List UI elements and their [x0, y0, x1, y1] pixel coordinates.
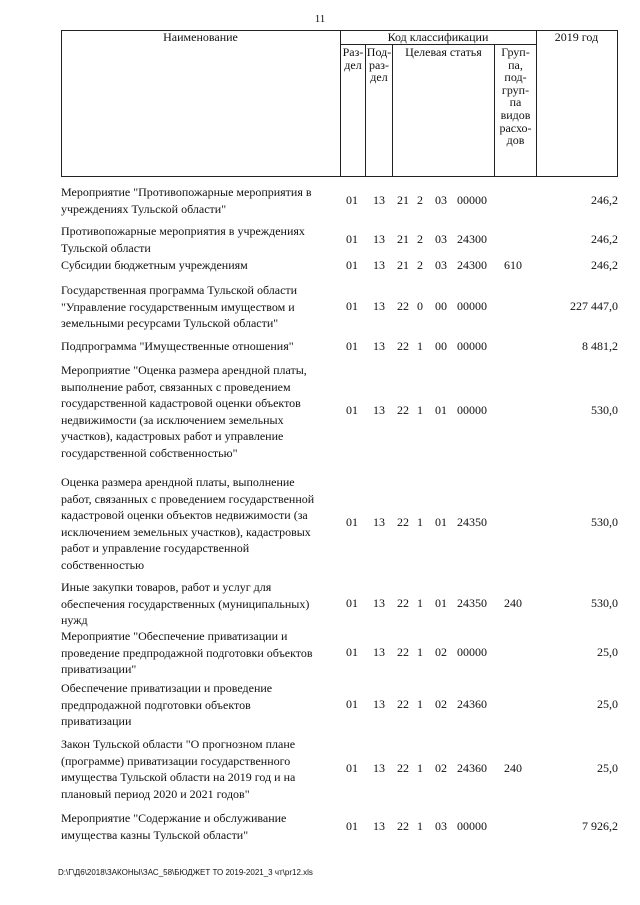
- target-code-3: 02: [435, 645, 447, 659]
- target-code-2: 1: [417, 697, 423, 711]
- target-code-4: 24350: [457, 596, 487, 610]
- target-code-2: 1: [417, 403, 423, 417]
- target-code-1: 22: [397, 515, 409, 529]
- file-path-footer: D:\Г\Д6\2018\ЗАКОНЫ\ЗАС_58\БЮДЖЕТ ТО 2019-2021_3 чт\pr12.xls: [58, 868, 313, 877]
- target-code-4: 00000: [457, 193, 487, 207]
- header-target: Целевая статья: [405, 45, 482, 59]
- podrazdel-code: 13: [373, 403, 385, 417]
- target-code-1: 22: [397, 299, 409, 313]
- amount: 8 481,2: [582, 339, 618, 353]
- razdel-code: 01: [346, 596, 358, 610]
- target-code-4: 00000: [457, 403, 487, 417]
- target-code-4: 24350: [457, 515, 487, 529]
- amount: 25,0: [597, 697, 618, 711]
- target-code-2: 1: [417, 819, 423, 833]
- podrazdel-code: 13: [373, 645, 385, 659]
- target-code-3: 00: [435, 339, 447, 353]
- target-code-1: 21: [397, 258, 409, 272]
- target-code-1: 22: [397, 403, 409, 417]
- podrazdel-code: 13: [373, 232, 385, 246]
- target-code-3: 03: [435, 232, 447, 246]
- razdel-code: 01: [346, 339, 358, 353]
- vid-code: 240: [504, 596, 522, 610]
- podrazdel-code: 13: [373, 697, 385, 711]
- row-name: Обеспечение приватизации и проведение предпродажной подготовки объектов приватизации: [61, 681, 273, 728]
- target-code-3: 03: [435, 819, 447, 833]
- razdel-code: 01: [346, 193, 358, 207]
- target-code-4: 24360: [457, 761, 487, 775]
- podrazdel-code: 13: [373, 515, 385, 529]
- target-code-2: 1: [417, 761, 423, 775]
- target-code-3: 01: [435, 403, 447, 417]
- target-code-3: 01: [435, 515, 447, 529]
- target-code-2: 2: [417, 258, 423, 272]
- target-code-2: 0: [417, 299, 423, 313]
- row-name: Государственная программа Тульской области "Управление государственным имуществом и земельными ресурсами Тульской области": [61, 283, 298, 330]
- amount: 25,0: [597, 761, 618, 775]
- amount: 530,0: [591, 403, 618, 417]
- podrazdel-code: 13: [373, 596, 385, 610]
- header-razdel: Раз- дел: [342, 45, 364, 72]
- amount: 25,0: [597, 645, 618, 659]
- target-code-2: 1: [417, 645, 423, 659]
- target-code-2: 2: [417, 232, 423, 246]
- row-name: Иные закупки товаров, работ и услуг для обеспечения государственных (муниципальных) нужд: [61, 580, 310, 627]
- podrazdel-code: 13: [373, 193, 385, 207]
- table-header: [61, 30, 618, 176]
- target-code-3: 00: [435, 299, 447, 313]
- razdel-code: 01: [346, 403, 358, 417]
- amount: 530,0: [591, 596, 618, 610]
- target-code-1: 22: [397, 339, 409, 353]
- target-code-4: 00000: [457, 645, 487, 659]
- target-code-1: 22: [397, 697, 409, 711]
- razdel-code: 01: [346, 232, 358, 246]
- header-code-group: Код классификации: [387, 30, 489, 44]
- target-code-4: 24300: [457, 258, 487, 272]
- target-code-1: 22: [397, 645, 409, 659]
- amount: 246,2: [591, 232, 618, 246]
- target-code-2: 1: [417, 515, 423, 529]
- header-year: 2019 год: [554, 30, 599, 44]
- row-name: Подпрограмма "Имущественные отношения": [61, 339, 294, 353]
- target-code-2: 2: [417, 193, 423, 207]
- podrazdel-code: 13: [373, 819, 385, 833]
- razdel-code: 01: [346, 299, 358, 313]
- target-code-1: 21: [397, 193, 409, 207]
- target-code-4: 00000: [457, 819, 487, 833]
- target-code-3: 02: [435, 697, 447, 711]
- amount: 246,2: [591, 193, 618, 207]
- razdel-code: 01: [346, 761, 358, 775]
- vid-code: 610: [504, 258, 522, 272]
- razdel-code: 01: [346, 258, 358, 272]
- target-code-4: 24300: [457, 232, 487, 246]
- amount: 7 926,2: [582, 819, 618, 833]
- row-name: Закон Тульской области "О прогнозном плане (программе) приватизации государственного имущества Тульской области на 2019 год и на плановый период 2020 и 2021 годов": [61, 737, 296, 801]
- podrazdel-code: 13: [373, 258, 385, 272]
- header-podrazdel: Под- раз- дел: [366, 45, 392, 85]
- page-number: 11: [314, 13, 326, 25]
- header-vid: Груп- па, под- груп- па видов расхо- дов: [499, 45, 532, 148]
- target-code-3: 03: [435, 258, 447, 272]
- amount: 530,0: [591, 515, 618, 529]
- header-name: Наименование: [163, 30, 238, 44]
- target-code-4: 00000: [457, 339, 487, 353]
- razdel-code: 01: [346, 515, 358, 529]
- target-code-3: 01: [435, 596, 447, 610]
- razdel-code: 01: [346, 697, 358, 711]
- podrazdel-code: 13: [373, 299, 385, 313]
- target-code-3: 03: [435, 193, 447, 207]
- row-name: Мероприятие "Обеспечение приватизации и проведение предпродажной подготовки объектов приватизации": [61, 629, 313, 676]
- row-name: Мероприятие "Содержание и обслуживание имущества казны Тульской области": [61, 811, 287, 842]
- target-code-1: 21: [397, 232, 409, 246]
- razdel-code: 01: [346, 819, 358, 833]
- vid-code: 240: [504, 761, 522, 775]
- row-name: Мероприятие "Противопожарные мероприятия в учреждениях Тульской области": [61, 185, 312, 216]
- amount: 246,2: [591, 258, 618, 272]
- amount: 227 447,0: [570, 299, 618, 313]
- row-name: Субсидии бюджетным учреждениям: [61, 258, 248, 272]
- podrazdel-code: 13: [373, 761, 385, 775]
- row-name: Мероприятие "Оценка размера арендной платы, выполнение работ, связанных с проведением государственной кадастровой оценки объектов недвижимости (за исключением земельных участков), кадастровых работ и управление государственной собственностью": [61, 363, 307, 460]
- target-code-1: 22: [397, 819, 409, 833]
- row-name: Оценка размера арендной платы, выполнение работ, связанных с проведением государственной кадастровой оценки объектов недвижимости (за исключением земельных участков), кадастровых работ и управление государственной собственностью: [61, 475, 315, 572]
- target-code-4: 00000: [457, 299, 487, 313]
- row-name: Противопожарные мероприятия в учреждениях Тульской области: [61, 224, 305, 255]
- podrazdel-code: 13: [373, 339, 385, 353]
- razdel-code: 01: [346, 645, 358, 659]
- target-code-2: 1: [417, 596, 423, 610]
- target-code-1: 22: [397, 596, 409, 610]
- target-code-3: 02: [435, 761, 447, 775]
- target-code-4: 24360: [457, 697, 487, 711]
- target-code-2: 1: [417, 339, 423, 353]
- target-code-1: 22: [397, 761, 409, 775]
